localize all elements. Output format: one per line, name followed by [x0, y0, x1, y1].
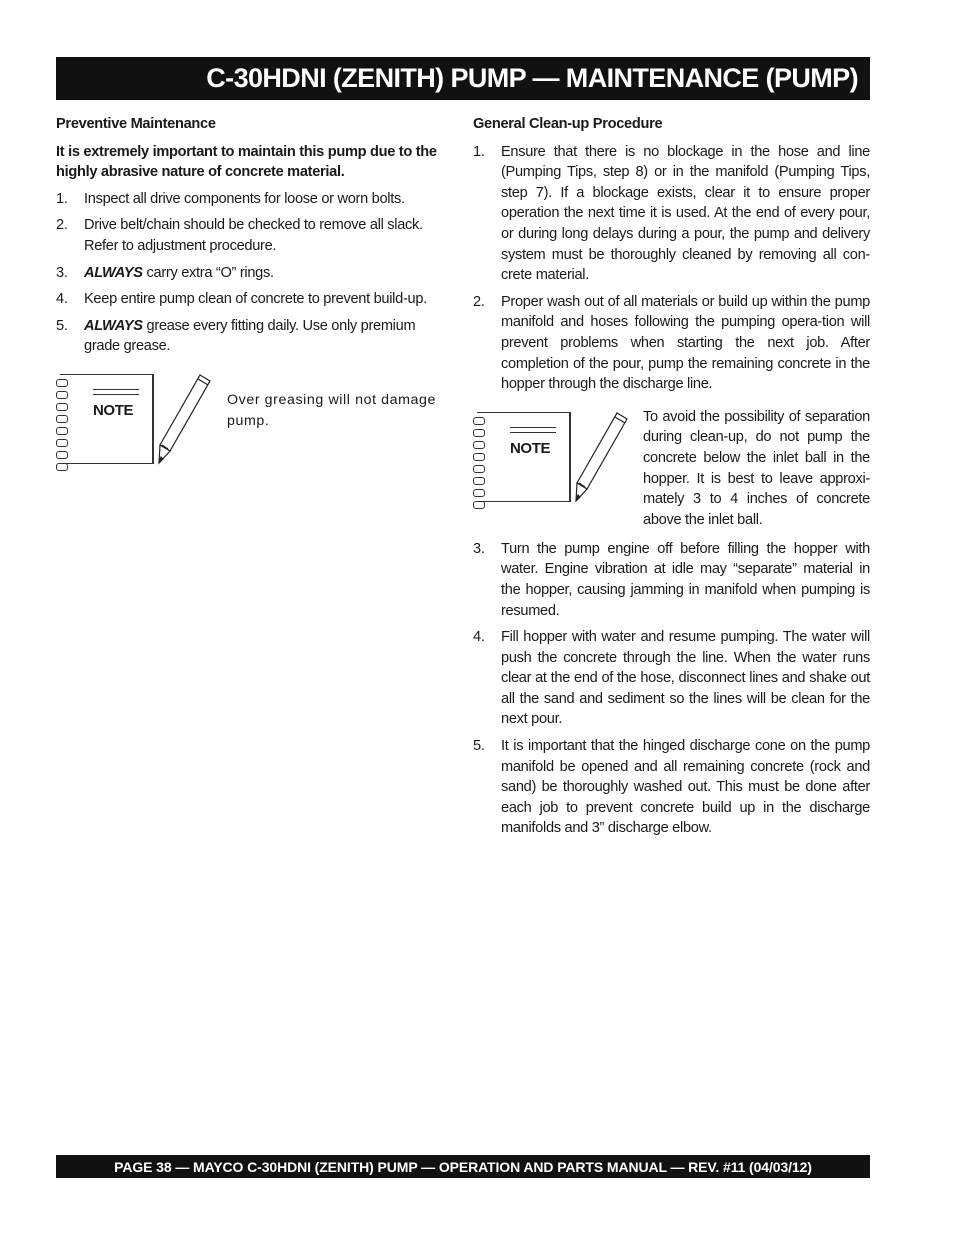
- list-item: [56, 189, 454, 210]
- page-footer: [56, 1155, 870, 1178]
- list-item: [56, 289, 454, 310]
- importance-statement: It is extremely important to maintain this pump due to the highly abrasive nature of concrete material.: [56, 143, 437, 181]
- list-item: [473, 292, 870, 395]
- item-number: 4.: [56, 291, 68, 308]
- item-number: 4.: [473, 629, 485, 646]
- page-title: C-30HDNI (ZENITH) PUMP — MAINTENANCE (PUMP): [206, 63, 858, 93]
- note-text: To avoid the possibility of separation during clean-up, do not pump the concrete below the inlet ball in the hopper. It is best to leave approxi-mately 3 to 4 inches of concrete above the inlet ball.: [643, 408, 870, 528]
- note-callout: [56, 371, 454, 467]
- item-text: Ensure that there is no blockage in the hose and line (Pumping Tips, step 8) or in the manifold (Pumping Tips, step 7). If a blockage exists, clear it to ensure proper operation the next time it is used. At the end of every pour, or during long delays during a pour, the pump and delivery system must be thoroughly cleaned by removing all con-crete material.: [501, 143, 870, 284]
- item-number: 1.: [56, 190, 68, 207]
- pencil-icon: [573, 409, 633, 505]
- item-number: 2.: [473, 293, 485, 310]
- item-text: It is important that the hinged discharge cone on the pump manifold be opened and all remaining concrete (rock and sand) be thoroughly washed out. This must be done after each job to prevent concrete build up in the discharge manifolds and 3” discharge elbow.: [501, 738, 870, 837]
- preventive-maintenance-heading: Preventive Maintenance: [56, 116, 216, 132]
- item-text: Fill hopper with water and resume pumping. The water will push the concrete through the line. When the water runs clear at the end of the hose, disconnect lines and shake out all the sand and sediment so the lines will be clean for the next pour.: [501, 629, 870, 728]
- emphasis-always: ALWAYS: [84, 264, 143, 281]
- list-item: [473, 539, 870, 621]
- item-number: 3.: [473, 540, 485, 557]
- item-text: Proper wash out of all materials or build up within the pump manifold and hoses following the pumping opera-tion will prevent problems when starting the next job. After completion of the pour, pump the remaining concrete in the hopper through the discharge line.: [501, 293, 870, 393]
- item-text: Inspect all drive components for loose or worn bolts.: [84, 190, 405, 207]
- right-column: [473, 114, 870, 845]
- item-text: Keep entire pump clean of concrete to prevent build-up.: [84, 291, 427, 308]
- item-number: 3.: [56, 264, 68, 281]
- list-item: [56, 263, 454, 284]
- cleanup-list-part-2: [473, 539, 870, 839]
- notebook-icon: [60, 374, 154, 464]
- cleanup-list-part-1: [473, 142, 870, 395]
- emphasis-always: ALWAYS: [84, 317, 143, 334]
- item-text: carry extra “O” rings.: [142, 264, 274, 281]
- pencil-icon: [156, 371, 216, 467]
- note-text: Over greasing will not damage pump.: [227, 391, 437, 429]
- maintenance-list: [56, 189, 454, 357]
- list-item: [473, 627, 870, 730]
- note-label: NOTE: [510, 439, 551, 457]
- item-number: 2.: [56, 217, 68, 234]
- item-number: 1.: [473, 143, 485, 160]
- spiral-binding-icon: [56, 379, 70, 475]
- item-text: grease every fitting daily. Use only premium grade grease.: [84, 317, 416, 355]
- list-item: [473, 142, 870, 286]
- left-column: [56, 114, 454, 477]
- item-number: 5.: [56, 317, 68, 334]
- note-label: NOTE: [93, 401, 134, 419]
- list-item: [56, 215, 454, 256]
- list-item: [473, 736, 870, 839]
- page-title-bar: [56, 57, 870, 100]
- item-text: Drive belt/chain should be checked to remove all slack. Refer to adjustment procedure.: [84, 217, 423, 254]
- footer-text: PAGE 38 — MAYCO C-30HDNI (ZENITH) PUMP — OPERATION AND PARTS MANUAL — REV. #11 (04/03/12): [114, 1158, 812, 1175]
- spiral-binding-icon: [473, 417, 487, 513]
- cleanup-heading: General Clean-up Procedure: [473, 116, 663, 132]
- notebook-icon: [477, 412, 571, 502]
- item-text: Turn the pump engine off before filling the hopper with water. Engine vibration at idle may “separate” material in the hopper, causing jamming in manifold when pumping is resumed.: [501, 540, 870, 619]
- item-number: 5.: [473, 738, 485, 755]
- note-callout: [473, 409, 870, 527]
- list-item: [56, 316, 454, 357]
